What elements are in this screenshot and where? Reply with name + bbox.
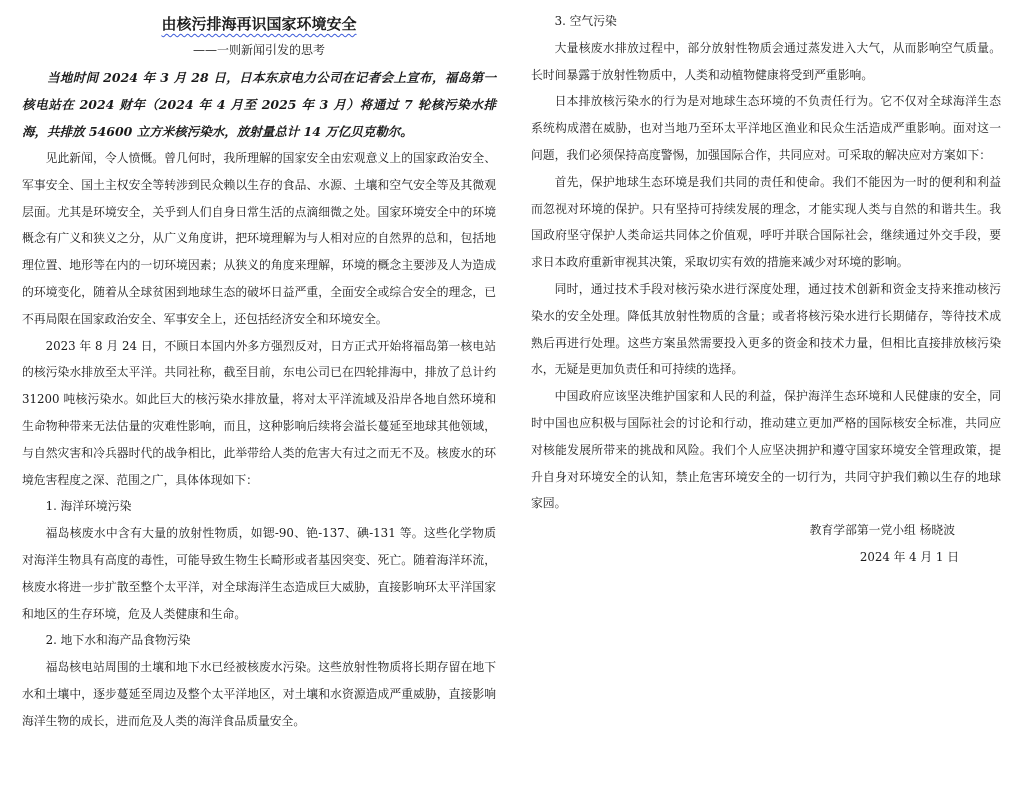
section-heading-air: 3. 空气污染 (554, 14, 617, 28)
section-text-air: 大量核废水排放过程中，部分放射性物质会通过蒸发进入大气，从而影响空气质量。长时间暴露于放射性物质中，人类和动植物健康将受到严重影响。 (531, 40, 1001, 82)
left-column (22, 8, 496, 735)
body-paragraph: 日本排放核污染水的行为是对地球生态环境的不负责任行为。它不仅对全球海洋生态系统构成潜在威胁，也对当地乃至环太平洋地区渔业和民众生活造成严重影响。面对这一问题，我们必须保持高度警惕，加强国际合作，共同应对。可采取的解决应对方案如下： (531, 94, 1001, 162)
body-paragraph: 同时，通过技术手段对核污染水进行深度处理，通过技术创新和资金支持来推动核污染水的安全处理。降低其放射性物质的含量；或者将核污染水进行长期储存，等待技术成熟后再进行处理。这些方案虽然需要投入更多的资金和技术力量，但相比直接排放核污染水，无疑是更加负责任和可持续的选择。 (531, 281, 1001, 377)
section-text-ocean: 福岛核废水中含有大量的放射性物质，如锶-90、铯-137、碘-131 等。这些化学物质对海洋生物具有高度的毒性，可能导致生物生长畸形或者基因突变、死亡。随着海洋环流，核废水将进一步扩散至整个太平洋，对全球海洋生态造成巨大威胁，直接影响环太平洋国家和地区的生存环境，危及人类健康和生命。 (22, 526, 496, 621)
lead-paragraph: 当地时间 2024 年 3 月 28 日，日本东京电力公司在记者会上宣布，福岛第一核电站在 2024 财年（2024 年 4 月至 2025 年 3 月）将通过 7 轮核污染水排海，共排放 54600 立方米核污染水，放射量总计 14 万亿贝克勒尔。 (22, 70, 496, 139)
right-column (531, 8, 1001, 571)
body-paragraph: 中国政府应该坚决维护国家和人民的利益，保护海洋生态环境和人民健康的安全，同时中国也应积极与国际社会的讨论和行动，推动建立更加严格的国际核安全标准，共同应对核能发展所带来的挑战和风险。我们个人应坚决拥护和遵守国家环境安全管理政策，提升自身对环境安全的认知，禁止危害环境安全的一切行为，共同守护我们赖以生存的地球家园。 (531, 389, 1001, 511)
section-text-groundwater: 福岛核电站周围的土壤和地下水已经被核废水污染。这些放射性物质将长期存留在地下水和土壤中，逐步蔓延至周边及整个太平洋地区，对土壤和水资源造成严重威胁，直接影响海洋生物的成长，进而危及人类的海洋食品质量安全。 (22, 660, 496, 728)
document-title: 由核污排海再识国家环境安全 (161, 15, 357, 33)
document-subtitle: ——一则新闻引发的思考 (192, 43, 325, 57)
section-heading-groundwater: 2. 地下水和海产品食物污染 (45, 633, 191, 648)
body-paragraph: 见此新闻，令人愤慨。曾几何时，我所理解的国家安全由宏观意义上的国家政治安全、军事安全、国土主权安全等转涉到民众赖以生存的食品、水源、土壤和空气安全等及其微观层面。尤其是环境安全，关乎到人们自身日常生活的点滴细微之处。国家环境安全中的环境概念有广义和狭义之分，从广义角度讲，把环境理解为与人相对应的自然界的总和，包括地理位置、地形等在内的一切环境因素；从狭义的角度来理解，环境的概念主要涉及人为造成的环境变化，随着从全球贫困到地球生态的破坏日益严重，全面安全或综合安全的理念，已不再局限在国家政治安全、军事安全上，还包括经济安全和环境安全。 (22, 151, 496, 326)
signature-date: 2024 年 4 月 1 日 (859, 549, 959, 564)
signature-author: 教育学部第一党小组 杨晓波 (809, 523, 955, 538)
body-paragraph: 2023 年 8 月 24 日，不顾日本国内外多方强烈反对，日方正式开始将福岛第一核电站的核污染水排放至太平洋。共同社称，截至目前，东电公司已在四轮排海中，排放了总计约 31200 吨核污染水。如此巨大的核污染水排放量，将对太平洋流域及沿岸各地自然环境和生命物种带来无法估量的灾难性影响，而且，这种影响后续将会溢长蔓延至地球其他领域，与自然灾害和冷兵器时代的战争相比，此举带给人类的危害大有过之而无不及。核废水的环境危害程度之深、范围之广，具体体现如下： (22, 338, 496, 487)
body-paragraph: 首先，保护地球生态环境是我们共同的责任和使命。我们不能因为一时的便利和利益而忽视对环境的保护。只有坚持可持续发展的理念，才能实现人类与自然的和谐共生。我国政府坚守保护人类命运共同体之价值观，呼吁并联合国际社会，继续通过外交手段，要求日本政府重新审视其决策，采取切实有效的措施来减少对环境的影响。 (531, 174, 1001, 270)
section-heading-ocean: 1. 海洋环境污染 (45, 499, 132, 514)
